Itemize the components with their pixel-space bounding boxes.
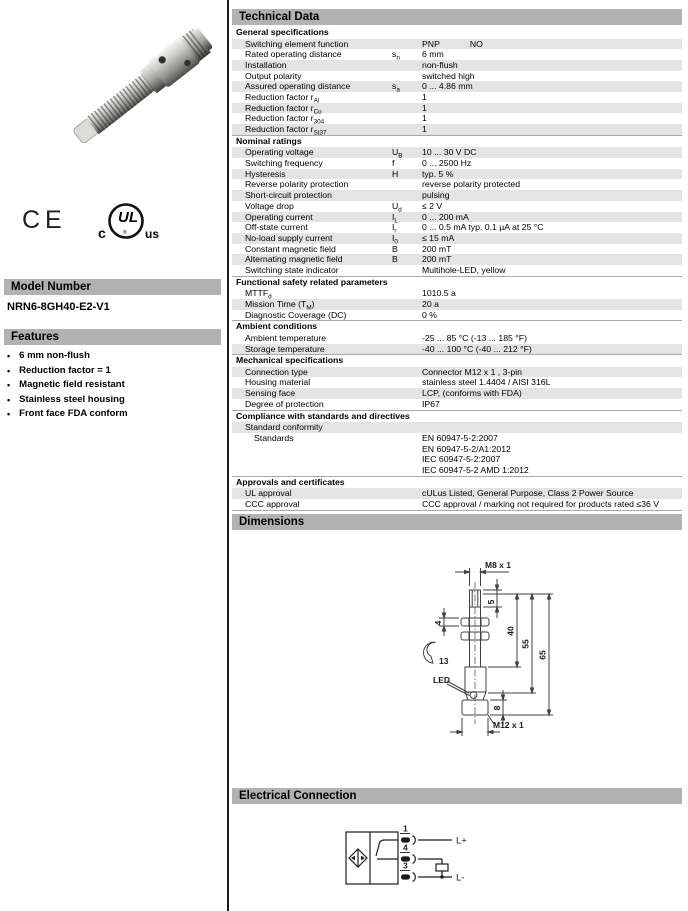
feature-text: Front face FDA conform — [19, 408, 128, 419]
spec-value: Connector M12 x 1 , 3-pin — [422, 366, 522, 377]
feature-text: Magnetic field resistant — [19, 379, 125, 390]
spec-label: Switching frequency — [245, 158, 323, 169]
spec-value: 1010.5 a — [422, 288, 456, 299]
spec-row — [232, 103, 682, 114]
spec-symbol: $U_d$ — [392, 200, 402, 214]
feature-item — [7, 366, 128, 376]
spec-value: ≤ 2 V — [422, 200, 443, 211]
spec-row — [232, 367, 682, 378]
spec-row — [232, 265, 682, 276]
spec-value: ≤ 15 mA — [422, 232, 455, 243]
spec-value: PNP NO — [422, 38, 483, 49]
spec-value: 1 — [422, 92, 427, 103]
spec-section-header: Nominal ratings — [232, 135, 682, 148]
spec-value: 0 ... 2500 Hz — [422, 158, 472, 169]
spec-value: 20 a — [422, 298, 439, 309]
spec-label: UL approval — [245, 488, 292, 499]
dim-label-m12: M12 x 1 — [493, 720, 524, 730]
spec-symbol: B — [392, 254, 398, 265]
spec-label: Housing material — [245, 377, 311, 388]
feature-text: Reduction factor = 1 — [19, 364, 111, 376]
spec-value: 10 ... 30 V DC — [422, 147, 477, 158]
spec-value: 0 ... 0.5 mA typ. 0.1 µA at 25 °C — [422, 222, 544, 233]
feature-item — [7, 351, 128, 361]
features-header: Features — [4, 329, 221, 345]
column-divider — [227, 0, 229, 911]
spec-row — [232, 254, 682, 265]
spec-label: Reduction factor $r_{Cu}$ — [245, 102, 322, 116]
spec-value: 1 — [422, 124, 427, 135]
spec-symbol: $I_L$ — [392, 211, 398, 225]
spec-label: Standard conformity — [245, 422, 323, 433]
spec-section-header: General specifications — [236, 27, 329, 37]
spec-value: 200 mT — [422, 243, 452, 254]
spec-row — [232, 488, 682, 499]
spec-label: Mission Time $(T_M)$ — [245, 298, 315, 312]
spec-section-header: Mechanical specifications — [232, 354, 682, 367]
spec-value: IP67 — [422, 398, 440, 409]
led-indicator — [470, 692, 477, 699]
spec-label: Switching state indicator — [245, 265, 339, 276]
dim-label-5: 5 — [486, 599, 496, 605]
spec-row — [232, 147, 682, 161]
spec-row — [232, 124, 682, 135]
l-plus-label: L+ — [456, 835, 467, 847]
spec-section-header: Approvals and certificates — [232, 476, 682, 489]
spec-row — [232, 244, 682, 255]
spec-label: $MTTF_d$ — [245, 288, 272, 301]
spec-label: Installation — [245, 59, 287, 70]
spec-value: 1 — [422, 102, 427, 113]
spec-row — [232, 299, 682, 310]
wrench-size-label: 13 — [439, 656, 449, 666]
features-list — [7, 351, 128, 424]
spec-row — [232, 422, 682, 433]
spec-section-header: Ambient conditions — [232, 320, 682, 333]
spec-label: Short-circuit protection — [245, 190, 332, 201]
junction-dot — [440, 875, 443, 878]
spec-value: switched high — [422, 70, 475, 81]
spec-row — [232, 113, 682, 127]
spec-value: 0 ... 200 mA — [422, 211, 469, 222]
spec-value: 200 mT — [422, 254, 452, 265]
dim-label-m8: M8 x 1 — [485, 560, 511, 570]
technical-data-table — [232, 27, 682, 512]
spec-section-header: Functional safety related parameters — [232, 276, 682, 289]
spec-label: Reduction factor $r_{304}$ — [245, 113, 325, 127]
pin4-label: 4 — [403, 842, 408, 853]
spec-label: Diagnostic Coverage (DC) — [245, 309, 347, 320]
ce-mark: CE — [22, 206, 67, 234]
spec-label: No-load supply current — [245, 232, 333, 243]
spec-value: LCP, (conforms with FDA) — [422, 388, 522, 399]
spec-value: non-flush — [422, 59, 458, 70]
spec-label: Off-state current — [245, 222, 308, 233]
sensor-body-group — [68, 24, 212, 150]
spec-label: Rated operating distance — [245, 49, 342, 60]
bullet-icon: • — [7, 380, 11, 390]
spec-label: Connection type — [245, 366, 308, 377]
spec-symbol: $s_n$ — [392, 49, 400, 62]
feature-text: 6 mm non-flush — [19, 350, 90, 361]
spec-symbol: $I_0$ — [392, 232, 398, 246]
spec-value: cULus Listed, General Purpose, Class 2 Power Source — [422, 488, 634, 499]
spec-row — [232, 399, 682, 410]
sensor-housing — [465, 667, 486, 692]
ul-letters: UL — [118, 209, 138, 226]
spec-row — [232, 92, 682, 103]
spec-label: Operating voltage — [245, 147, 314, 158]
spec-label: Hysteresis — [245, 168, 286, 179]
spec-row — [232, 310, 682, 321]
model-number-header: Model Number — [4, 279, 221, 295]
spec-symbol: $U_B$ — [392, 147, 403, 161]
spec-value: typ. 5 % — [422, 168, 454, 179]
spec-row — [232, 212, 682, 223]
bullet-icon: • — [7, 365, 11, 376]
dim-label-4: 4 — [433, 620, 443, 626]
spec-row — [232, 49, 682, 60]
spec-label: CCC approval — [245, 498, 300, 509]
spec-value: stainless steel 1.4404 / AISI 316L — [422, 377, 551, 388]
spec-symbol: H — [392, 168, 399, 179]
spec-row — [232, 288, 682, 299]
ul-listed-mark — [86, 198, 166, 250]
load-resistor — [436, 864, 448, 871]
feature-item — [7, 380, 128, 390]
spec-row — [232, 377, 682, 388]
feature-item — [7, 409, 128, 419]
feature-item — [7, 395, 128, 405]
spec-label: Operating current — [245, 211, 313, 222]
product-photo — [62, 16, 212, 166]
spec-value-line: EN 60947-5-2:2007 — [422, 432, 498, 443]
ul-us: us — [145, 227, 160, 241]
spec-label: Output polarity — [245, 70, 302, 81]
spec-row — [232, 158, 682, 169]
spec-label: Sensing face — [245, 388, 296, 399]
spec-row — [232, 190, 682, 201]
spec-value: -25 ... 85 °C (-13 ... 185 °F) — [422, 332, 527, 343]
spec-row — [232, 344, 682, 355]
spec-label: Storage temperature — [245, 343, 325, 354]
spec-symbol: f — [392, 158, 395, 169]
dimensions-header: Dimensions — [232, 514, 682, 530]
spec-row — [232, 433, 682, 476]
spec-symbol: $s_a$ — [392, 81, 400, 95]
spec-value: 6 mm — [422, 49, 444, 60]
spec-label: Voltage drop — [245, 200, 294, 211]
spec-row — [232, 71, 682, 82]
spec-value: 1 — [422, 113, 427, 124]
spec-label: Constant magnetic field — [245, 243, 336, 254]
l-minus-label: L- — [456, 872, 465, 884]
bullet-icon: • — [7, 394, 11, 405]
dim-label-40: 40 — [505, 626, 516, 636]
ul-registered-icon: ® — [123, 230, 127, 236]
spec-label: Switching element function — [245, 38, 349, 49]
spec-value: Multihole-LED, yellow — [422, 265, 506, 276]
bullet-icon: • — [7, 409, 11, 419]
spec-value: pulsing — [422, 190, 450, 201]
pin1-label: 1 — [403, 823, 408, 834]
pin3-label: 3 — [403, 860, 408, 871]
spec-value: reverse polarity protected — [422, 179, 521, 190]
spec-row — [232, 222, 682, 233]
spec-row — [232, 499, 682, 510]
spec-value-secondary: NO — [469, 38, 483, 49]
dimensions-drawing — [397, 552, 622, 770]
spec-value: CCC approval / marking not required for products rated ≤36 V — [422, 498, 660, 509]
spec-value-line: IEC 60947-5-2:2007 — [422, 454, 501, 465]
spec-symbol: $I_r$ — [392, 222, 397, 235]
spec-value: 0 % — [422, 309, 437, 320]
spec-row — [232, 60, 682, 71]
spec-row — [232, 388, 682, 399]
wiring-diagram — [332, 822, 502, 902]
dim-label-55: 55 — [520, 639, 531, 649]
dim-label-8: 8 — [492, 705, 502, 711]
electrical-connection-header: Electrical Connection — [232, 788, 682, 804]
spec-row — [232, 179, 682, 190]
model-number-value: NRN6-8GH40-E2-V1 — [7, 301, 110, 313]
spec-row — [232, 169, 682, 180]
spec-label: Reduction factor $r_{Al}$ — [245, 92, 320, 105]
wrench-icon — [421, 640, 439, 664]
spec-value: 0 ... 4.86 mm — [422, 81, 473, 92]
spec-row — [232, 201, 682, 212]
technical-data-header: Technical Data — [232, 9, 682, 25]
spec-section-header: Compliance with standards and directives — [232, 410, 682, 423]
spec-row — [232, 333, 682, 344]
feature-text: Stainless steel housing — [19, 393, 125, 405]
spec-label: Alternating magnetic field — [245, 254, 343, 265]
ul-c: c — [98, 225, 106, 241]
spec-label: Reduction factor $r_{St37}$ — [245, 124, 327, 137]
dim-label-65: 65 — [537, 650, 548, 660]
spec-value-line: IEC 60947-5-2 AMD 1:2012 — [422, 464, 529, 475]
spec-row — [232, 233, 682, 244]
spec-value-line: EN 60947-5-2/A1:2012 — [422, 443, 511, 454]
led-label: LED — [433, 675, 450, 685]
spec-symbol: B — [392, 243, 398, 254]
spec-label: Standards — [254, 432, 294, 443]
spec-value: -40 ... 100 °C (-40 ... 212 °F) — [422, 343, 532, 354]
spec-row — [232, 81, 682, 95]
spec-label: Reverse polarity protection — [245, 179, 349, 190]
table-bottom-rule — [232, 510, 682, 512]
spec-value — [422, 433, 682, 476]
bullet-icon: • — [7, 351, 11, 361]
spec-label: Degree of protection — [245, 398, 324, 409]
spec-row — [232, 39, 682, 50]
spec-label: Ambient temperature — [245, 332, 327, 343]
spec-label: Assured operating distance — [245, 81, 351, 92]
